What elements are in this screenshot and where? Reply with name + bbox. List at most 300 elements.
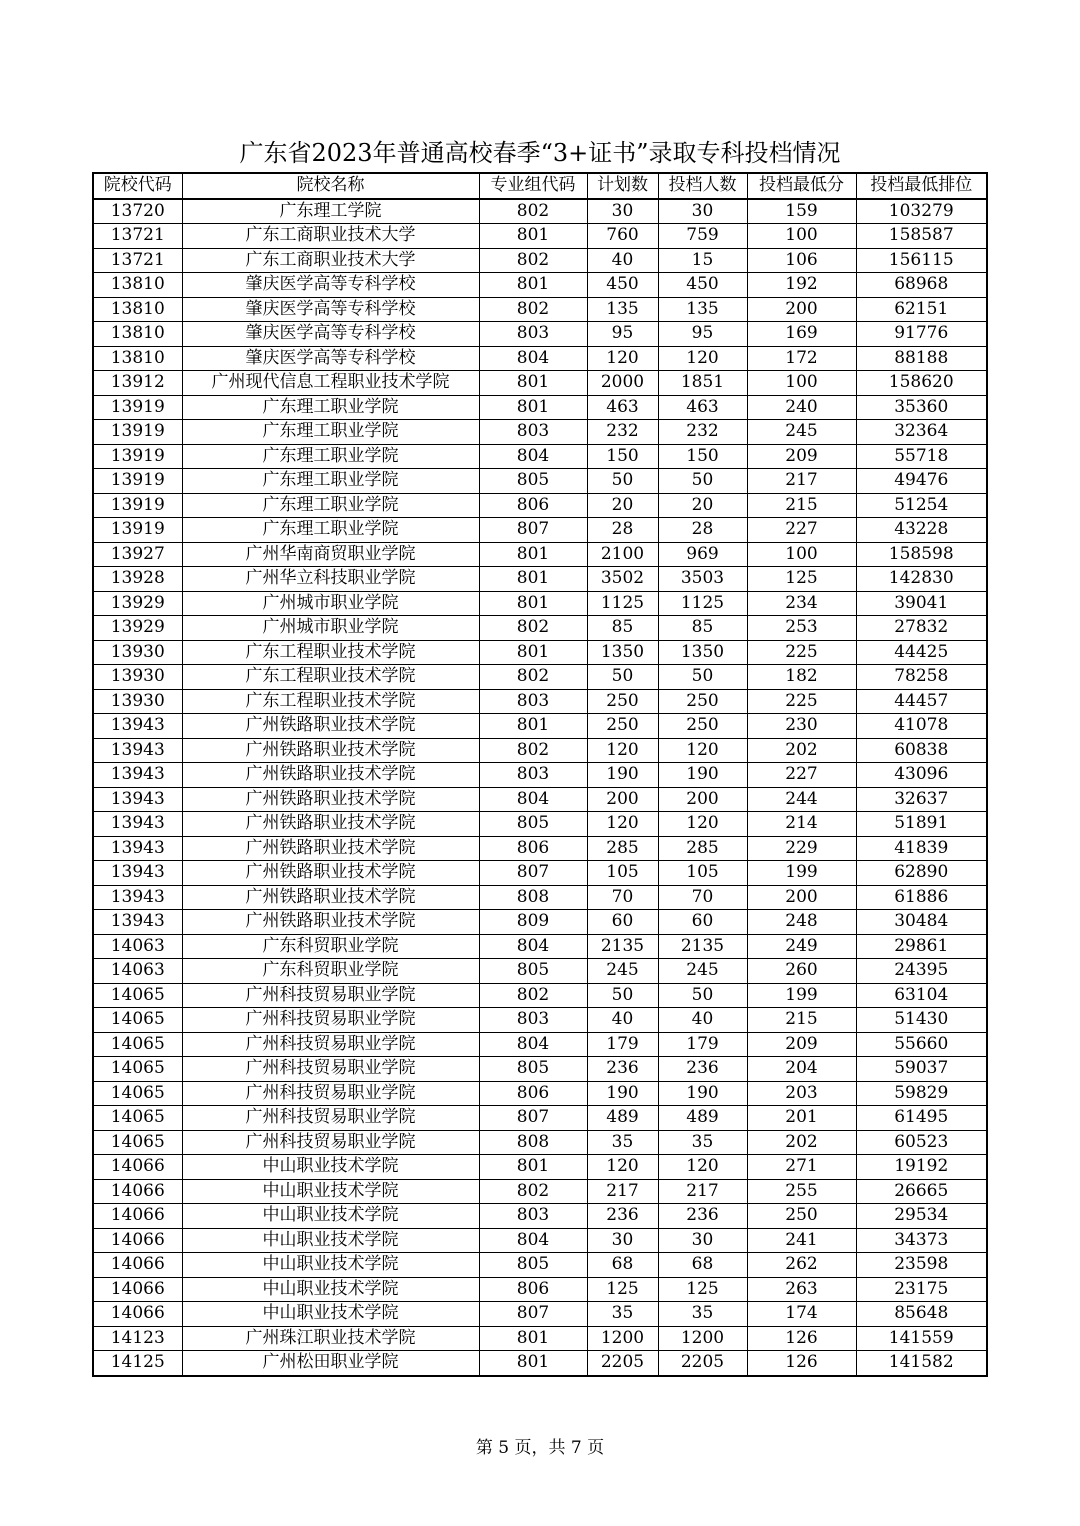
table-row: [93, 542, 987, 567]
table-row: [93, 763, 987, 788]
group-code-cell: 805: [479, 1253, 587, 1278]
group-code-cell: 801: [479, 1326, 587, 1351]
group-code-cell: 806: [479, 493, 587, 518]
school-code-cell: 14066: [93, 1277, 182, 1302]
admitted-count-cell: 2135: [658, 934, 747, 959]
admitted-count-cell: 135: [658, 297, 747, 322]
plan-count-cell: 68: [587, 1253, 658, 1278]
min-score-cell: 230: [747, 714, 856, 739]
min-score-cell: 250: [747, 1204, 856, 1229]
school-name-cell: 广州华立科技职业学院: [182, 567, 479, 592]
school-code-cell: 13929: [93, 591, 182, 616]
min-score-cell: 234: [747, 591, 856, 616]
school-name-cell: 肇庆医学高等专科学校: [182, 346, 479, 371]
school-name-cell: 广东科贸职业学院: [182, 934, 479, 959]
admitted-count-cell: 20: [658, 493, 747, 518]
admitted-count-cell: 236: [658, 1204, 747, 1229]
column-header-school-name: 院校名称: [182, 173, 479, 199]
min-score-cell: 240: [747, 395, 856, 420]
school-name-cell: 中山职业技术学院: [182, 1302, 479, 1327]
plan-count-cell: 50: [587, 469, 658, 494]
min-rank-cell: 49476: [856, 469, 987, 494]
plan-count-cell: 40: [587, 248, 658, 273]
plan-count-cell: 1125: [587, 591, 658, 616]
school-code-cell: 13943: [93, 738, 182, 763]
min-rank-cell: 141559: [856, 1326, 987, 1351]
min-rank-cell: 60838: [856, 738, 987, 763]
group-code-cell: 802: [479, 738, 587, 763]
min-rank-cell: 85648: [856, 1302, 987, 1327]
admitted-count-cell: 250: [658, 689, 747, 714]
min-score-cell: 202: [747, 738, 856, 763]
min-rank-cell: 39041: [856, 591, 987, 616]
school-name-cell: 广州科技贸易职业学院: [182, 983, 479, 1008]
school-code-cell: 13721: [93, 248, 182, 273]
group-code-cell: 804: [479, 1032, 587, 1057]
group-code-cell: 805: [479, 812, 587, 837]
school-code-cell: 14065: [93, 983, 182, 1008]
school-name-cell: 中山职业技术学院: [182, 1277, 479, 1302]
group-code-cell: 806: [479, 836, 587, 861]
group-code-cell: 803: [479, 689, 587, 714]
min-score-cell: 215: [747, 1008, 856, 1033]
admitted-count-cell: 28: [658, 518, 747, 543]
group-code-cell: 801: [479, 640, 587, 665]
min-score-cell: 200: [747, 885, 856, 910]
admitted-count-cell: 179: [658, 1032, 747, 1057]
min-score-cell: 225: [747, 640, 856, 665]
group-code-cell: 804: [479, 1228, 587, 1253]
group-code-cell: 802: [479, 297, 587, 322]
school-code-cell: 13943: [93, 812, 182, 837]
plan-count-cell: 2135: [587, 934, 658, 959]
table-row: [93, 959, 987, 984]
admitted-count-cell: 232: [658, 420, 747, 445]
school-code-cell: 14065: [93, 1032, 182, 1057]
table-row: [93, 444, 987, 469]
school-name-cell: 广州城市职业学院: [182, 616, 479, 641]
min-rank-cell: 59037: [856, 1057, 987, 1082]
table-row: [93, 224, 987, 249]
plan-count-cell: 190: [587, 763, 658, 788]
min-rank-cell: 51254: [856, 493, 987, 518]
group-code-cell: 807: [479, 518, 587, 543]
min-rank-cell: 23598: [856, 1253, 987, 1278]
admitted-count-cell: 50: [658, 983, 747, 1008]
school-name-cell: 广州铁路职业技术学院: [182, 763, 479, 788]
group-code-cell: 803: [479, 322, 587, 347]
column-header-min-rank: 投档最低排位: [856, 173, 987, 199]
min-score-cell: 217: [747, 469, 856, 494]
school-name-cell: 广东理工职业学院: [182, 493, 479, 518]
school-name-cell: 广东工程职业技术学院: [182, 689, 479, 714]
admitted-count-cell: 969: [658, 542, 747, 567]
school-code-cell: 14063: [93, 934, 182, 959]
table-row: [93, 248, 987, 273]
group-code-cell: 806: [479, 1277, 587, 1302]
school-code-cell: 14065: [93, 1057, 182, 1082]
school-code-cell: 14123: [93, 1326, 182, 1351]
plan-count-cell: 2000: [587, 371, 658, 396]
min-score-cell: 262: [747, 1253, 856, 1278]
min-score-cell: 225: [747, 689, 856, 714]
plan-count-cell: 120: [587, 346, 658, 371]
plan-count-cell: 50: [587, 665, 658, 690]
school-name-cell: 广州松田职业学院: [182, 1351, 479, 1376]
group-code-cell: 808: [479, 885, 587, 910]
min-rank-cell: 44425: [856, 640, 987, 665]
school-name-cell: 广州现代信息工程职业技术学院: [182, 371, 479, 396]
admitted-count-cell: 150: [658, 444, 747, 469]
min-rank-cell: 141582: [856, 1351, 987, 1376]
column-header-admitted-count: 投档人数: [658, 173, 747, 199]
table-row: [93, 567, 987, 592]
table-row: [93, 1204, 987, 1229]
table-row: [93, 714, 987, 739]
admitted-count-cell: 85: [658, 616, 747, 641]
plan-count-cell: 1350: [587, 640, 658, 665]
plan-count-cell: 95: [587, 322, 658, 347]
min-score-cell: 255: [747, 1179, 856, 1204]
school-code-cell: 13943: [93, 861, 182, 886]
plan-count-cell: 120: [587, 812, 658, 837]
school-code-cell: 13912: [93, 371, 182, 396]
min-rank-cell: 142830: [856, 567, 987, 592]
table-row: [93, 493, 987, 518]
school-code-cell: 14066: [93, 1179, 182, 1204]
table-row: [93, 518, 987, 543]
admitted-count-cell: 120: [658, 1155, 747, 1180]
column-header-plan-count: 计划数: [587, 173, 658, 199]
group-code-cell: 802: [479, 1179, 587, 1204]
school-code-cell: 14125: [93, 1351, 182, 1376]
min-rank-cell: 78258: [856, 665, 987, 690]
school-code-cell: 13943: [93, 787, 182, 812]
plan-count-cell: 20: [587, 493, 658, 518]
table-row: [93, 640, 987, 665]
plan-count-cell: 179: [587, 1032, 658, 1057]
group-code-cell: 803: [479, 420, 587, 445]
min-rank-cell: 29534: [856, 1204, 987, 1229]
admitted-count-cell: 1125: [658, 591, 747, 616]
admitted-count-cell: 35: [658, 1130, 747, 1155]
school-name-cell: 广州科技贸易职业学院: [182, 1081, 479, 1106]
plan-count-cell: 40: [587, 1008, 658, 1033]
school-code-cell: 13919: [93, 444, 182, 469]
school-code-cell: 13919: [93, 420, 182, 445]
plan-count-cell: 150: [587, 444, 658, 469]
school-name-cell: 中山职业技术学院: [182, 1204, 479, 1229]
admitted-count-cell: 70: [658, 885, 747, 910]
school-name-cell: 广州铁路职业技术学院: [182, 910, 479, 935]
min-rank-cell: 41839: [856, 836, 987, 861]
school-name-cell: 广东工程职业技术学院: [182, 640, 479, 665]
group-code-cell: 801: [479, 591, 587, 616]
group-code-cell: 805: [479, 1057, 587, 1082]
group-code-cell: 802: [479, 199, 587, 224]
min-rank-cell: 35360: [856, 395, 987, 420]
min-rank-cell: 103279: [856, 199, 987, 224]
min-score-cell: 192: [747, 273, 856, 298]
table-row: [93, 1228, 987, 1253]
school-code-cell: 13810: [93, 322, 182, 347]
school-name-cell: 广东理工职业学院: [182, 420, 479, 445]
min-rank-cell: 88188: [856, 346, 987, 371]
table-header-row: [93, 173, 987, 199]
min-score-cell: 126: [747, 1326, 856, 1351]
admitted-count-cell: 450: [658, 273, 747, 298]
school-name-cell: 广州科技贸易职业学院: [182, 1106, 479, 1131]
min-score-cell: 263: [747, 1277, 856, 1302]
school-name-cell: 广东理工职业学院: [182, 469, 479, 494]
school-code-cell: 13929: [93, 616, 182, 641]
group-code-cell: 803: [479, 763, 587, 788]
school-name-cell: 广东工商职业技术大学: [182, 248, 479, 273]
plan-count-cell: 105: [587, 861, 658, 886]
admitted-count-cell: 1200: [658, 1326, 747, 1351]
school-code-cell: 14066: [93, 1228, 182, 1253]
plan-count-cell: 489: [587, 1106, 658, 1131]
group-code-cell: 807: [479, 861, 587, 886]
plan-count-cell: 285: [587, 836, 658, 861]
column-header-min-score: 投档最低分: [747, 173, 856, 199]
school-name-cell: 广东理工职业学院: [182, 395, 479, 420]
table-row: [93, 1032, 987, 1057]
column-header-group-code: 专业组代码: [479, 173, 587, 199]
table-row: [93, 322, 987, 347]
min-score-cell: 200: [747, 297, 856, 322]
min-score-cell: 126: [747, 1351, 856, 1376]
group-code-cell: 801: [479, 542, 587, 567]
table-row: [93, 273, 987, 298]
school-code-cell: 13720: [93, 199, 182, 224]
admitted-count-cell: 1851: [658, 371, 747, 396]
group-code-cell: 807: [479, 1302, 587, 1327]
school-name-cell: 肇庆医学高等专科学校: [182, 322, 479, 347]
school-name-cell: 广东理工职业学院: [182, 444, 479, 469]
min-score-cell: 199: [747, 861, 856, 886]
min-score-cell: 100: [747, 371, 856, 396]
table-body: [93, 199, 987, 1376]
school-name-cell: 广州华南商贸职业学院: [182, 542, 479, 567]
plan-count-cell: 1200: [587, 1326, 658, 1351]
group-code-cell: 801: [479, 1351, 587, 1376]
table-row: [93, 199, 987, 224]
min-rank-cell: 30484: [856, 910, 987, 935]
table-row: [93, 1155, 987, 1180]
admitted-count-cell: 40: [658, 1008, 747, 1033]
min-rank-cell: 23175: [856, 1277, 987, 1302]
table-row: [93, 420, 987, 445]
plan-count-cell: 3502: [587, 567, 658, 592]
plan-count-cell: 236: [587, 1057, 658, 1082]
min-score-cell: 159: [747, 199, 856, 224]
group-code-cell: 801: [479, 395, 587, 420]
table-row: [93, 910, 987, 935]
min-rank-cell: 158587: [856, 224, 987, 249]
table-row: [93, 1057, 987, 1082]
min-rank-cell: 44457: [856, 689, 987, 714]
school-name-cell: 广州铁路职业技术学院: [182, 787, 479, 812]
min-rank-cell: 51891: [856, 812, 987, 837]
table-row: [93, 346, 987, 371]
group-code-cell: 801: [479, 371, 587, 396]
school-code-cell: 14066: [93, 1155, 182, 1180]
min-score-cell: 215: [747, 493, 856, 518]
min-score-cell: 100: [747, 224, 856, 249]
table-row: [93, 1106, 987, 1131]
min-score-cell: 271: [747, 1155, 856, 1180]
school-code-cell: 14066: [93, 1302, 182, 1327]
table-row: [93, 738, 987, 763]
admitted-count-cell: 217: [658, 1179, 747, 1204]
table-row: [93, 1326, 987, 1351]
school-name-cell: 广州铁路职业技术学院: [182, 738, 479, 763]
admitted-count-cell: 125: [658, 1277, 747, 1302]
min-rank-cell: 41078: [856, 714, 987, 739]
group-code-cell: 803: [479, 1008, 587, 1033]
table-row: [93, 1179, 987, 1204]
table-row: [93, 665, 987, 690]
plan-count-cell: 120: [587, 738, 658, 763]
school-name-cell: 广东理工学院: [182, 199, 479, 224]
plan-count-cell: 50: [587, 983, 658, 1008]
table-row: [93, 1081, 987, 1106]
min-score-cell: 169: [747, 322, 856, 347]
plan-count-cell: 30: [587, 199, 658, 224]
table-row: [93, 591, 987, 616]
min-rank-cell: 26665: [856, 1179, 987, 1204]
school-code-cell: 13943: [93, 714, 182, 739]
school-code-cell: 13919: [93, 469, 182, 494]
page-footer: 第 5 页，共 7 页: [475, 1438, 605, 1458]
plan-count-cell: 35: [587, 1130, 658, 1155]
min-rank-cell: 158620: [856, 371, 987, 396]
school-name-cell: 广州科技贸易职业学院: [182, 1008, 479, 1033]
min-score-cell: 100: [747, 542, 856, 567]
school-code-cell: 13810: [93, 297, 182, 322]
min-score-cell: 260: [747, 959, 856, 984]
school-name-cell: 广州珠江职业技术学院: [182, 1326, 479, 1351]
table-row: [93, 934, 987, 959]
min-rank-cell: 24395: [856, 959, 987, 984]
min-rank-cell: 59829: [856, 1081, 987, 1106]
school-name-cell: 广东工商职业技术大学: [182, 224, 479, 249]
school-code-cell: 13721: [93, 224, 182, 249]
admitted-count-cell: 190: [658, 763, 747, 788]
min-rank-cell: 61886: [856, 885, 987, 910]
group-code-cell: 801: [479, 1155, 587, 1180]
school-code-cell: 14065: [93, 1008, 182, 1033]
table-row: [93, 371, 987, 396]
admitted-count-cell: 285: [658, 836, 747, 861]
group-code-cell: 802: [479, 983, 587, 1008]
plan-count-cell: 125: [587, 1277, 658, 1302]
min-rank-cell: 32637: [856, 787, 987, 812]
min-score-cell: 227: [747, 763, 856, 788]
min-rank-cell: 61495: [856, 1106, 987, 1131]
table-row: [93, 1351, 987, 1376]
admitted-count-cell: 50: [658, 469, 747, 494]
min-rank-cell: 27832: [856, 616, 987, 641]
school-code-cell: 13919: [93, 518, 182, 543]
admitted-count-cell: 2205: [658, 1351, 747, 1376]
group-code-cell: 802: [479, 248, 587, 273]
plan-count-cell: 450: [587, 273, 658, 298]
min-rank-cell: 43228: [856, 518, 987, 543]
min-rank-cell: 29861: [856, 934, 987, 959]
group-code-cell: 804: [479, 444, 587, 469]
school-name-cell: 中山职业技术学院: [182, 1253, 479, 1278]
min-rank-cell: 91776: [856, 322, 987, 347]
school-name-cell: 中山职业技术学院: [182, 1179, 479, 1204]
admitted-count-cell: 35: [658, 1302, 747, 1327]
school-code-cell: 13919: [93, 395, 182, 420]
min-rank-cell: 68968: [856, 273, 987, 298]
page-title: 广东省2023年普通高校春季“3+证书”录取专科投档情况: [239, 139, 841, 167]
min-score-cell: 209: [747, 1032, 856, 1057]
admitted-count-cell: 30: [658, 199, 747, 224]
min-score-cell: 244: [747, 787, 856, 812]
plan-count-cell: 135: [587, 297, 658, 322]
table-row: [93, 1253, 987, 1278]
school-code-cell: 14065: [93, 1130, 182, 1155]
admitted-count-cell: 190: [658, 1081, 747, 1106]
admitted-count-cell: 105: [658, 861, 747, 886]
min-rank-cell: 62151: [856, 297, 987, 322]
group-code-cell: 802: [479, 665, 587, 690]
column-header-school-code: 院校代码: [93, 173, 182, 199]
group-code-cell: 802: [479, 616, 587, 641]
min-rank-cell: 62890: [856, 861, 987, 886]
school-code-cell: 14063: [93, 959, 182, 984]
min-rank-cell: 34373: [856, 1228, 987, 1253]
plan-count-cell: 236: [587, 1204, 658, 1229]
plan-count-cell: 250: [587, 714, 658, 739]
school-name-cell: 广州科技贸易职业学院: [182, 1130, 479, 1155]
school-name-cell: 广东工程职业技术学院: [182, 665, 479, 690]
plan-count-cell: 217: [587, 1179, 658, 1204]
plan-count-cell: 28: [587, 518, 658, 543]
group-code-cell: 804: [479, 934, 587, 959]
admitted-count-cell: 200: [658, 787, 747, 812]
school-name-cell: 广州铁路职业技术学院: [182, 812, 479, 837]
min-score-cell: 214: [747, 812, 856, 837]
min-score-cell: 229: [747, 836, 856, 861]
min-score-cell: 249: [747, 934, 856, 959]
group-code-cell: 801: [479, 273, 587, 298]
school-code-cell: 13927: [93, 542, 182, 567]
school-name-cell: 中山职业技术学院: [182, 1228, 479, 1253]
min-score-cell: 182: [747, 665, 856, 690]
table-row: [93, 983, 987, 1008]
min-score-cell: 253: [747, 616, 856, 641]
school-code-cell: 14066: [93, 1253, 182, 1278]
min-score-cell: 201: [747, 1106, 856, 1131]
school-code-cell: 14066: [93, 1204, 182, 1229]
table-row: [93, 1008, 987, 1033]
school-code-cell: 13930: [93, 689, 182, 714]
admitted-count-cell: 95: [658, 322, 747, 347]
group-code-cell: 808: [479, 1130, 587, 1155]
plan-count-cell: 463: [587, 395, 658, 420]
min-score-cell: 241: [747, 1228, 856, 1253]
min-score-cell: 125: [747, 567, 856, 592]
school-code-cell: 13943: [93, 910, 182, 935]
min-rank-cell: 43096: [856, 763, 987, 788]
admitted-count-cell: 15: [658, 248, 747, 273]
table-row: [93, 469, 987, 494]
